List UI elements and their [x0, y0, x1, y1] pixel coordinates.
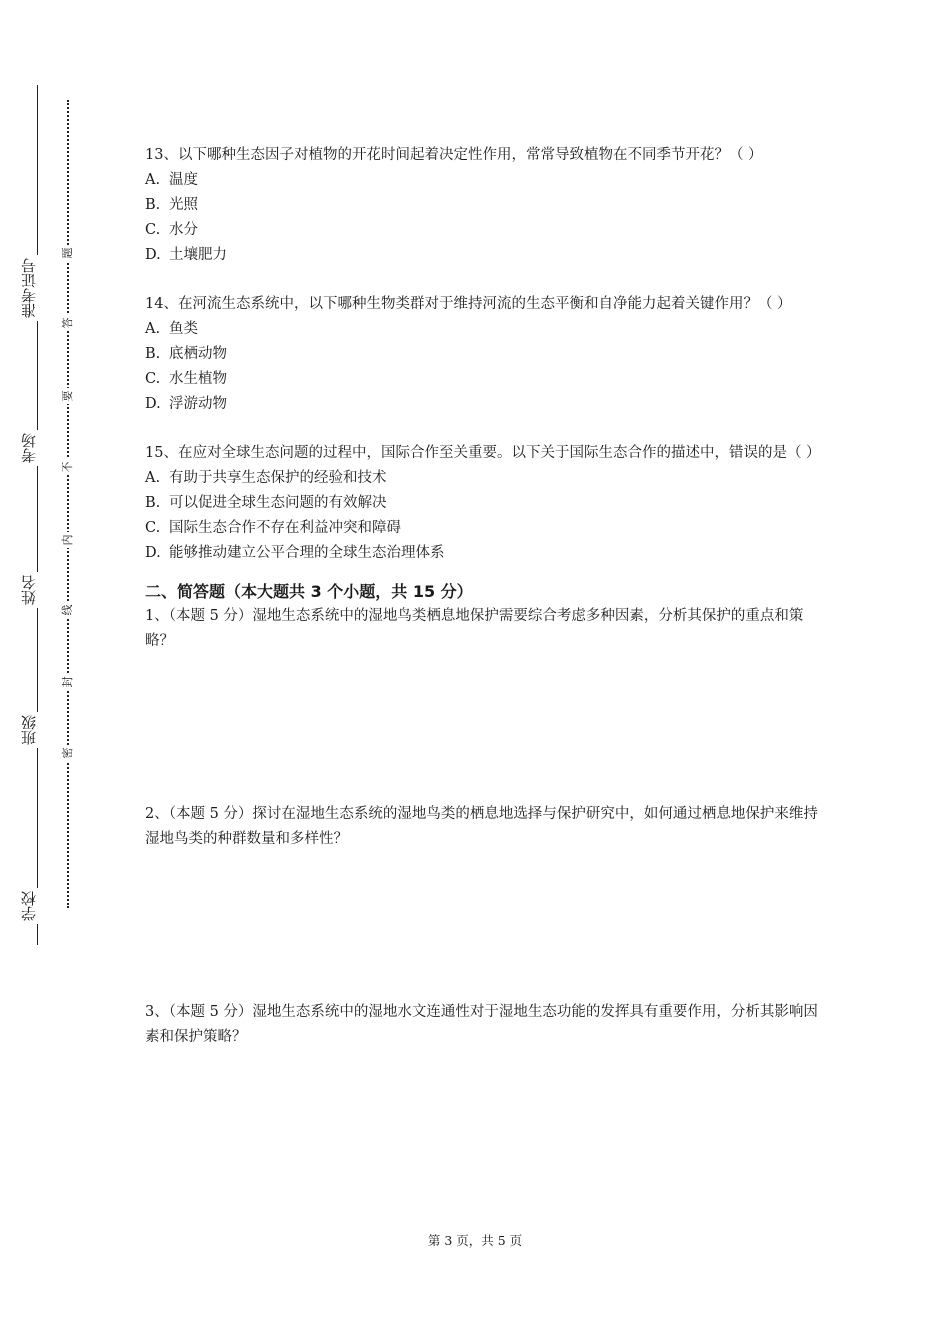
option-text: 光照: [169, 197, 198, 213]
option-text: 有助于共享生态保护的经验和技术: [169, 470, 387, 486]
option-text: 鱼类: [169, 321, 198, 337]
option-letter: A.: [145, 172, 161, 188]
seal-char: 题: [59, 245, 77, 261]
option-letter: B.: [145, 495, 161, 511]
option-letter: A.: [145, 470, 161, 486]
option-d: [145, 541, 825, 566]
option-text: 水生植物: [169, 371, 227, 387]
seal-char: 答: [59, 315, 77, 331]
short-answer-question-3: 3、（本题 5 分）湿地生态系统中的湿地水文连通性对于湿地生态功能的发挥具有重要作用，分析其影响因素和保护策略？: [145, 1004, 818, 1045]
option-text: 能够推动建立公平合理的全球生态治理体系: [169, 545, 445, 561]
seal-char: 要: [59, 388, 77, 404]
seal-char: 内: [59, 532, 77, 548]
question-13: [145, 143, 825, 268]
option-letter: C.: [145, 222, 161, 238]
exam-content: [145, 143, 825, 1050]
option-text: 国际生态合作不存在利益冲突和障碍: [169, 520, 401, 536]
seal-char: 线: [59, 602, 77, 618]
option-letter: C.: [145, 520, 161, 536]
option-a: [145, 317, 825, 342]
option-a: [145, 466, 825, 491]
binding-dotted-line: [67, 100, 69, 908]
option-c: [145, 218, 825, 243]
option-text: 浮游动物: [169, 396, 227, 412]
option-text: 水分: [169, 222, 198, 238]
option-c: [145, 516, 825, 541]
option-b: [145, 193, 825, 218]
question-15: [145, 441, 825, 566]
option-letter: A.: [145, 321, 161, 337]
admission-number-label: 准考证号: [20, 255, 54, 321]
option-c: [145, 367, 825, 392]
option-letter: B.: [145, 197, 161, 213]
seal-char: 不: [59, 459, 77, 475]
option-text: 土壤肥力: [169, 247, 227, 263]
question-text: 13、以下哪种生态因子对植物的开花时间起着决定性作用，常常导致植物在不同季节开花？（ ）: [145, 147, 763, 163]
option-letter: D.: [145, 545, 161, 561]
school-label: 学校: [20, 888, 54, 924]
short-answer-question-2: 2、（本题 5 分）探讨在湿地生态系统的湿地鸟类的栖息地选择与保护研究中，如何通过栖息地保护来维持湿地鸟类的种群数量和多样性？: [145, 806, 818, 847]
student-name-label: 姓名: [20, 572, 54, 608]
question-text: 14、在河流生态系统中，以下哪种生物类群对于维持河流的生态平衡和自净能力起着关键作用？（ ）: [145, 296, 792, 312]
section-title: 二、简答题（本大题共 3 个小题，共 15 分）: [145, 582, 473, 601]
option-d: [145, 392, 825, 417]
page-footer: 第 3 页，共 5 页: [427, 1233, 523, 1248]
option-letter: D.: [145, 247, 161, 263]
binding-margin: [0, 0, 120, 1344]
option-letter: B.: [145, 346, 161, 362]
option-b: [145, 342, 825, 367]
short-answer-question-1: 1、（本题 5 分）湿地生态系统中的湿地鸟类栖息地保护需要综合考虑多种因素，分析其保护的重点和策略？: [145, 608, 804, 649]
option-d: [145, 243, 825, 268]
option-b: [145, 491, 825, 516]
option-text: 可以促进全球生态问题的有效解决: [169, 495, 387, 511]
binding-solid-line: [37, 85, 38, 945]
option-text: 温度: [169, 172, 198, 188]
option-text: 底栖动物: [169, 346, 227, 362]
question-14: [145, 292, 825, 417]
seal-char: 密: [59, 745, 77, 761]
exam-room-label: 考场: [20, 430, 54, 466]
question-text: 15、在应对全球生态问题的过程中，国际合作至关重要。以下关于国际生态合作的描述中，错误的是（ ）: [145, 445, 821, 461]
class-label: 班级: [20, 712, 54, 748]
option-letter: C.: [145, 371, 161, 387]
seal-char: 封: [59, 674, 77, 690]
option-letter: D.: [145, 396, 161, 412]
option-a: [145, 168, 825, 193]
